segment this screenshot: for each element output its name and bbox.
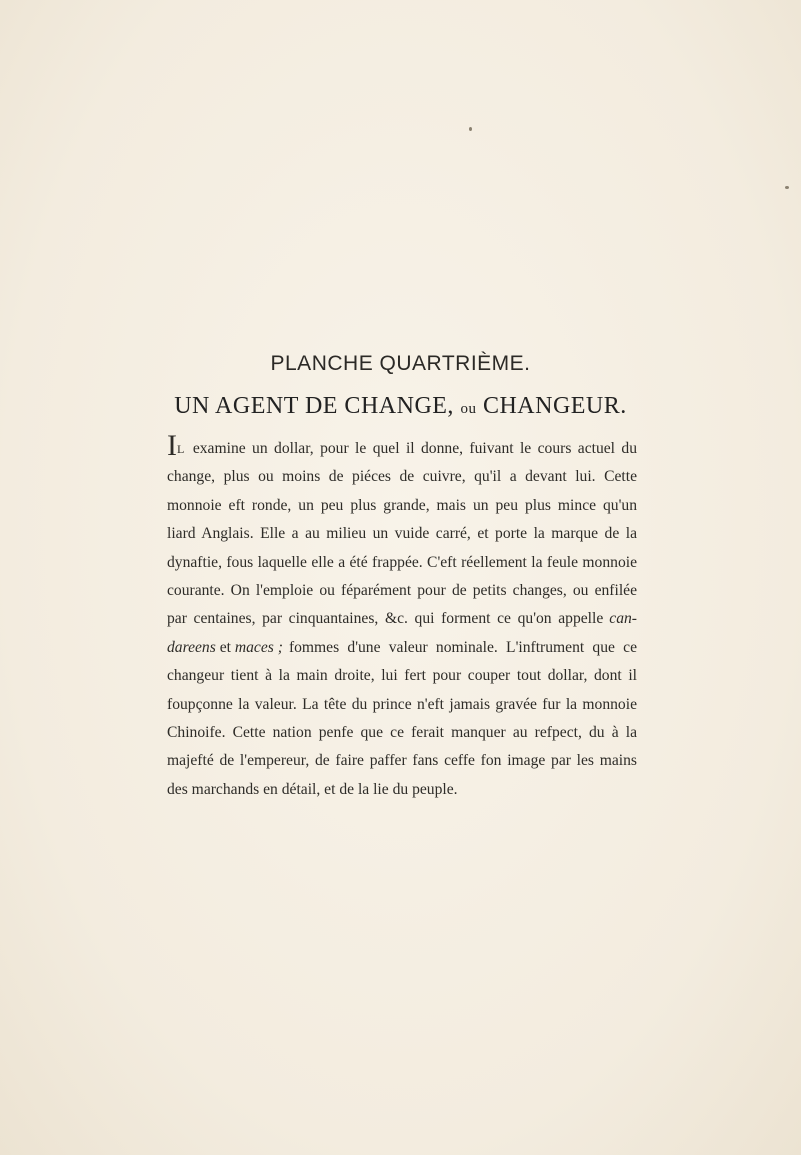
italic-term: dareens — [167, 638, 216, 656]
plate-title: PLANCHE QUARTRIÈME. — [270, 352, 531, 375]
line-8-rest: fommes d'une valeur nominale. L'inftrument que ce — [288, 638, 637, 656]
text-line — [167, 463, 637, 491]
line-4: liard Anglais. Elle a au milieu un vuide carré, et porte la marque de la — [167, 525, 637, 543]
italic-term: can- — [609, 610, 637, 628]
line-5: dynaftie, fous laquelle elle a été frappée. C'eft réellement la feule monnoie — [167, 553, 637, 571]
drop-cap: I — [167, 429, 177, 462]
conjunction: et — [219, 638, 231, 656]
text-line — [167, 492, 637, 520]
line-12: majefté de l'empereur, de faire paffer fans ceffe fon image par les mains — [167, 752, 637, 770]
line-1-rest: examine un dollar, pour le quel il donne, fuivant le cours actuel du — [192, 440, 637, 457]
text-line — [167, 549, 637, 577]
text-line — [167, 429, 637, 463]
line-11: Chinoife. Cette nation penfe que ce ferait manquer au refpect, du à la — [167, 724, 637, 742]
subtitle-part-1: UN AGENT DE CHANGE, — [174, 393, 454, 419]
text-line — [167, 605, 637, 633]
text-line — [167, 719, 637, 747]
plate-subtitle — [0, 393, 801, 420]
text-line — [167, 662, 637, 690]
text-line — [167, 520, 637, 548]
line-9: changeur tient à la main droite, lui fert pour couper tout dollar, dont il — [167, 667, 637, 685]
line-3: monnoie eft ronde, un peu plus grande, mais un peu plus mince qu'un — [167, 496, 637, 514]
line-13: des marchands en détail, et de la lie du peuple. — [167, 780, 458, 798]
italic-term: maces ; — [234, 638, 283, 656]
text-line — [167, 747, 637, 775]
text-line — [167, 577, 637, 605]
first-words — [167, 429, 185, 463]
subtitle-connector: ou — [460, 401, 477, 417]
subtitle-part-2: CHANGEUR. — [482, 393, 627, 419]
text-line — [167, 634, 637, 662]
text-line — [167, 691, 637, 719]
line-7-start: par centaines, par cinquantaines, &c. qui forment ce qu'on appelle — [167, 610, 604, 628]
body-paragraph — [167, 429, 637, 804]
line-6: courante. On l'emploie ou féparément pour de petits changes, ou enfilée — [167, 582, 637, 600]
paper-speck — [469, 127, 472, 131]
line-10: foupçonne la valeur. La tête du prince n'eft jamais gravée fur la monnoie — [167, 695, 637, 713]
small-caps-letter: L — [177, 442, 185, 456]
line-8-start — [167, 634, 283, 662]
text-line — [167, 776, 637, 804]
paper-speck — [785, 186, 789, 189]
line-2: change, plus ou moins de piéces de cuivre, qu'il a devant lui. Cette — [167, 468, 637, 486]
